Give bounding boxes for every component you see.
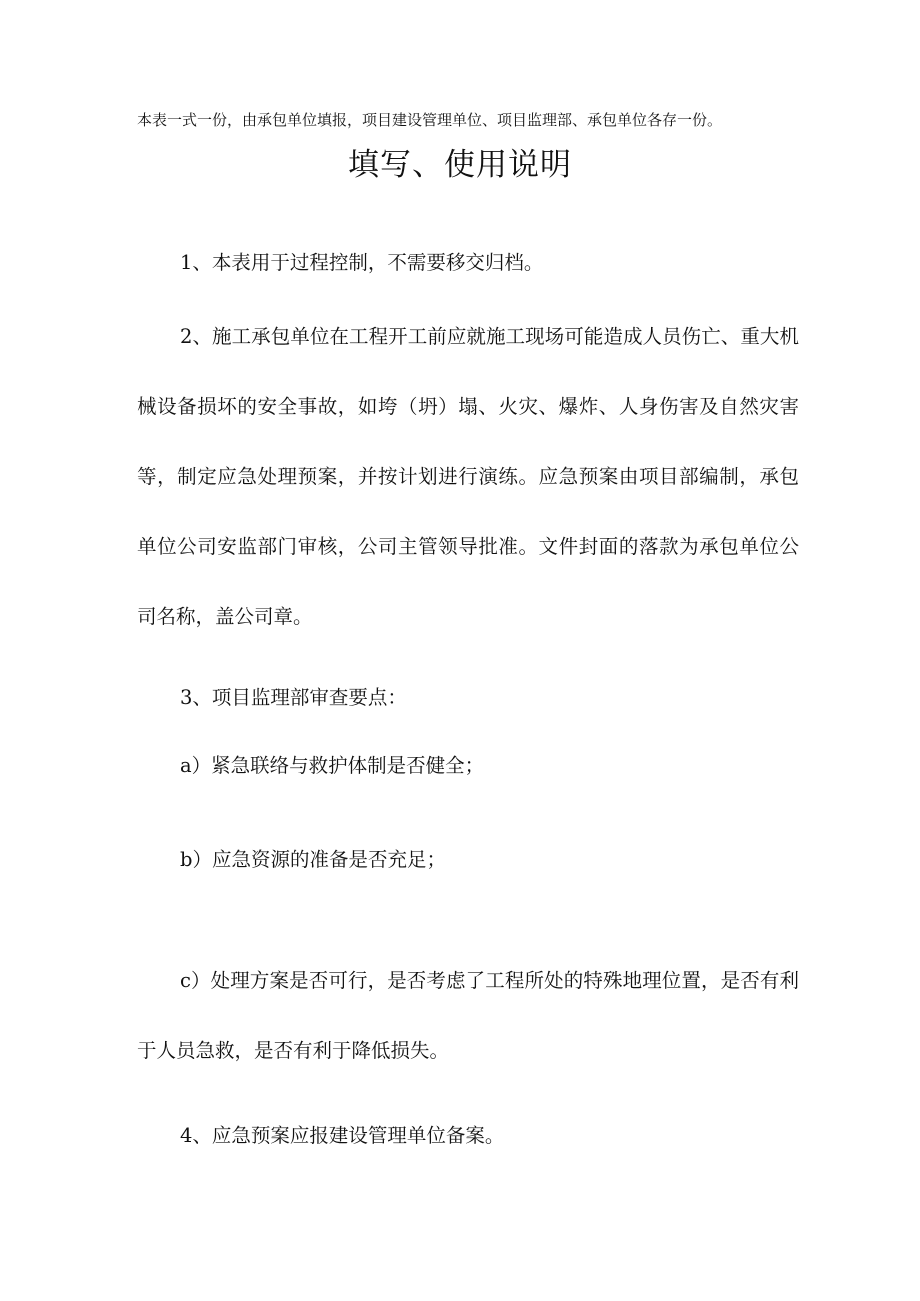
instruction-item-3: 3、项目监理部审查要点：: [180, 686, 407, 709]
review-point-b: b）应急资源的准备是否充足；: [180, 848, 446, 871]
instruction-item-2: 2、施工承包单位在工程开工前应就施工现场可能造成人员伤亡、重大机械设备损坏的安全事故，如垮（坍）塌、火灾、爆炸、人身伤害及自然灾害等，制定应急处理预案，并按计划进行演练。应急预案由项目部编制，承包单位公司安监部门审核，公司主管领导批准。文件封面的落款为承包单位公司名称，盖公司章。: [137, 325, 799, 628]
instruction-item-1: 1、本表用于过程控制，不需要移交归档。: [180, 251, 544, 274]
page-title: 填写、使用说明: [348, 147, 572, 183]
review-point-c: c）处理方案是否可行，是否考虑了工程所处的特殊地理位置，是否有利于人员急救，是否有利于降低损失。: [137, 969, 799, 1062]
review-point-a: a）紧急联络与救护体制是否健全；: [180, 754, 485, 777]
header-note: 本表一式一份，由承包单位填报，项目建设管理单位、项目监理部、承包单位各存一份。: [137, 111, 723, 129]
instruction-item-4: 4、应急预案应报建设管理单位备案。: [180, 1124, 505, 1147]
